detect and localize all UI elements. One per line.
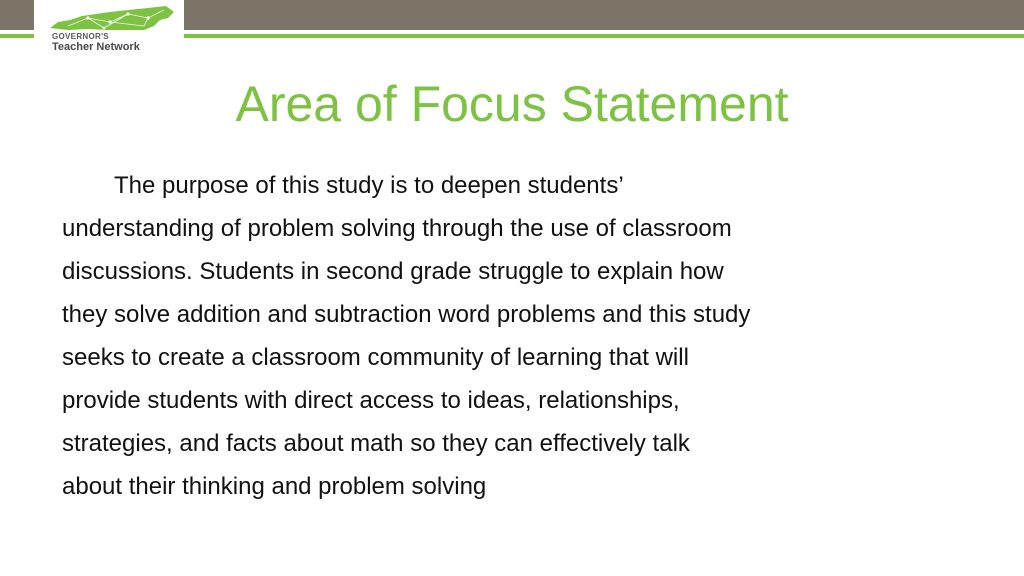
body-line-7: strategies, and facts about math so they can effectively talk bbox=[62, 430, 690, 457]
header-gray-bar bbox=[184, 0, 1024, 30]
body-line-1 bbox=[62, 164, 972, 207]
body-line-8: about their thinking and problem solving bbox=[62, 473, 487, 500]
body-line-6: provide students with direct access to ideas, relationships, bbox=[62, 387, 680, 414]
header-green-line bbox=[184, 34, 1024, 38]
governors-teacher-network-logo bbox=[40, 2, 180, 52]
header-left-accent bbox=[0, 0, 34, 30]
header-left-green-line bbox=[0, 34, 34, 38]
slide-title: Area of Focus Statement bbox=[235, 76, 789, 132]
north-carolina-map-icon bbox=[48, 2, 176, 32]
body-line-4: they solve addition and subtraction word problems and this study bbox=[62, 301, 751, 328]
logo-line-teacher-network: Teacher Network bbox=[52, 41, 140, 53]
body-paragraph bbox=[62, 164, 972, 508]
body-line-2: understanding of problem solving through the use of classroom bbox=[62, 215, 732, 242]
logo-line-governors: GOVERNOR'S bbox=[52, 32, 109, 41]
body-line-1-text: The purpose of this study is to deepen students’ bbox=[114, 172, 624, 199]
body-line-5: seeks to create a classroom community of learning that will bbox=[62, 344, 689, 371]
body-line-3: discussions. Students in second grade struggle to explain how bbox=[62, 258, 724, 285]
